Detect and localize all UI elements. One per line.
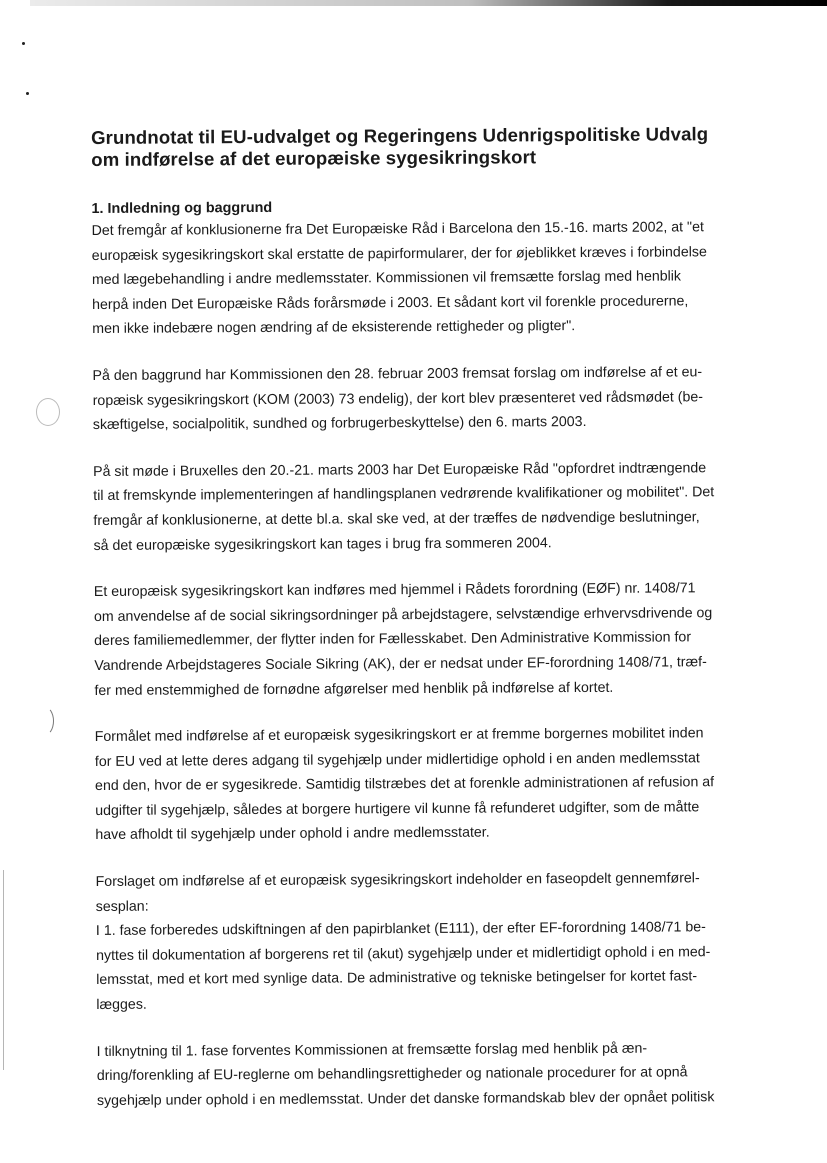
title-line: om indførelse af det europæiske sygesikringskort [91,146,537,170]
paragraph-line: fer med enstemmighed de fornødne afgørelser med henblik på indførelse af kortet. [94,679,614,699]
paragraph-line: På den baggrund har Kommissionen den 28. februar 2003 fremsat forslag om indførelse af et eu- [92,364,703,384]
paragraph-phased-plan [96,866,769,1018]
paragraph-line: til at fremskynde implementeringen af handlingsplanen vedrørende kvalifikationer og mobilitet". Det [93,484,715,505]
paragraph-line: om anvendelse af de social sikringsordninger på arbejdstagere, selvstændige erhvervsdrivende og [93,604,713,625]
paragraph-brussels-meeting [93,456,766,558]
paragraph-line: I tilknytning til 1. fase forventes Kommissionen at fremsætte forslag med henblik på æn- [96,1040,648,1060]
title-line: Grundnotat til EU-udvalget og Regeringens Udenrigspolitiske Udvalg [91,123,709,148]
paragraph-line: lemsstat, med et kort med synlige data. De administrative og tekniske betingelser for kortet fast- [96,968,698,989]
paragraph-line: ropæisk sygesikringskort (KOM (2003) 73 endelig), der kort blev præsenteret ved rådsmødet (be- [92,388,704,409]
paragraph-line: nyttes til dokumentation af borgerens ret til (akut) sygehjælp under et midlertidigt ophold i en med- [96,944,711,964]
punch-hole-mark [36,398,60,426]
paragraph-line: herpå inden Det Europæiske Råds forårsmøde i 2003. Et sådant kort vil forenkle procedurerne, [92,293,689,313]
paragraph-phase-one-followup [97,1036,769,1114]
document-title [91,123,763,171]
paragraph-line: Formålet med indførelse af et europæisk sygesikringskort er at fremme borgernes mobilitet inden [94,725,704,746]
paragraph-line: udgifter til sygehjælp, således at borgere hurtigere vil kunne få refunderet udgifter, som de måtte [95,799,700,819]
paragraph-commission-proposal [92,360,764,438]
scan-edge-shadow [30,0,827,6]
paragraph-intro-barcelona [92,215,765,342]
paragraph-line: end den, hvor de er sygesikrede. Samtidig tilstræbes det at forenkle administrationen af refusion af [94,774,715,795]
paragraph-purpose [95,721,768,848]
paragraph-line: europæisk sygesikringskort skal erstatte de papirformularer, der for øjeblikket kræves i forbindelse [91,243,707,264]
paragraph-line: På sit møde i Bruxelles den 20.-21. marts 2003 har Det Europæiske Råd "opfordret indtrængende [93,459,707,480]
paragraph-line: sesplan: [95,898,149,915]
paragraph-line: Vandrende Arbejdstageres Sociale Sikring (AK), der er nedsat under EF-forordning 1408/71, træf- [94,654,707,674]
scan-edge-line [3,870,4,1070]
scan-speck [22,42,25,45]
paragraph-line: deres familiemedlemmer, der flytter inden for Fællesskabet. Den Administrative Kommission for [94,629,692,650]
punch-hole-mark [34,706,54,736]
section-heading: 1. Indledning og baggrund [91,199,273,217]
scan-speck [26,92,29,95]
paragraph-line: lægges. [96,996,147,1014]
paragraph-line: sygehjælp under ophold i en medlemsstat. Under det danske formandskab blev der opnået politisk [96,1089,715,1109]
paragraph-line: Det fremgår af konklusionerne fra Det Europæiske Råd i Barcelona den 15.-16. marts 2002, at "et [91,219,704,239]
paragraph-line: Et europæisk sygesikringskort kan indføres med hjemmel i Rådets forordning (EØF) nr. 1408/71 [93,580,696,601]
paragraph-line: I 1. fase forberedes udskiftningen af den papirblanket (E111), der efter EF-forordning 1408/71 be- [95,919,706,940]
paragraph-line: men ikke indebære nogen ændring af de eksisterende rettigheder og pligter". [92,318,576,338]
paragraph-legal-basis [94,576,767,703]
document-page [91,123,769,1113]
paragraph-line: for EU ved at lette deres adgang til sygehjælp under midlertidige ophold i en anden medlemsstat [94,749,700,770]
paragraph-line: Forslaget om indførelse af et europæisk sygesikringskort indeholder en faseopdelt gennemførel- [95,870,700,891]
paragraph-line: med lægebehandling i andre medlemsstater. Kommissionen vil fremsætte forslag med henblik [91,268,682,289]
paragraph-line: skæftigelse, socialpolitik, sundhed og forbrugerbeskyttelse) den 6. marts 2003. [92,414,587,434]
paragraph-line: fremgår af konklusionerne, at dette bl.a. skal ske ved, at der træffes de nødvendige beslutninger, [93,509,700,529]
paragraph-line: dring/forenkling af EU-reglerne om behandlingsrettigheder og nationale procedurer for at opnå [96,1064,688,1085]
paragraph-line: have afholdt til sygehjælp under ophold i andre medlemsstater. [95,825,490,844]
paragraph-line: så det europæiske sygesikringskort kan tages i brug fra sommeren 2004. [93,534,552,554]
